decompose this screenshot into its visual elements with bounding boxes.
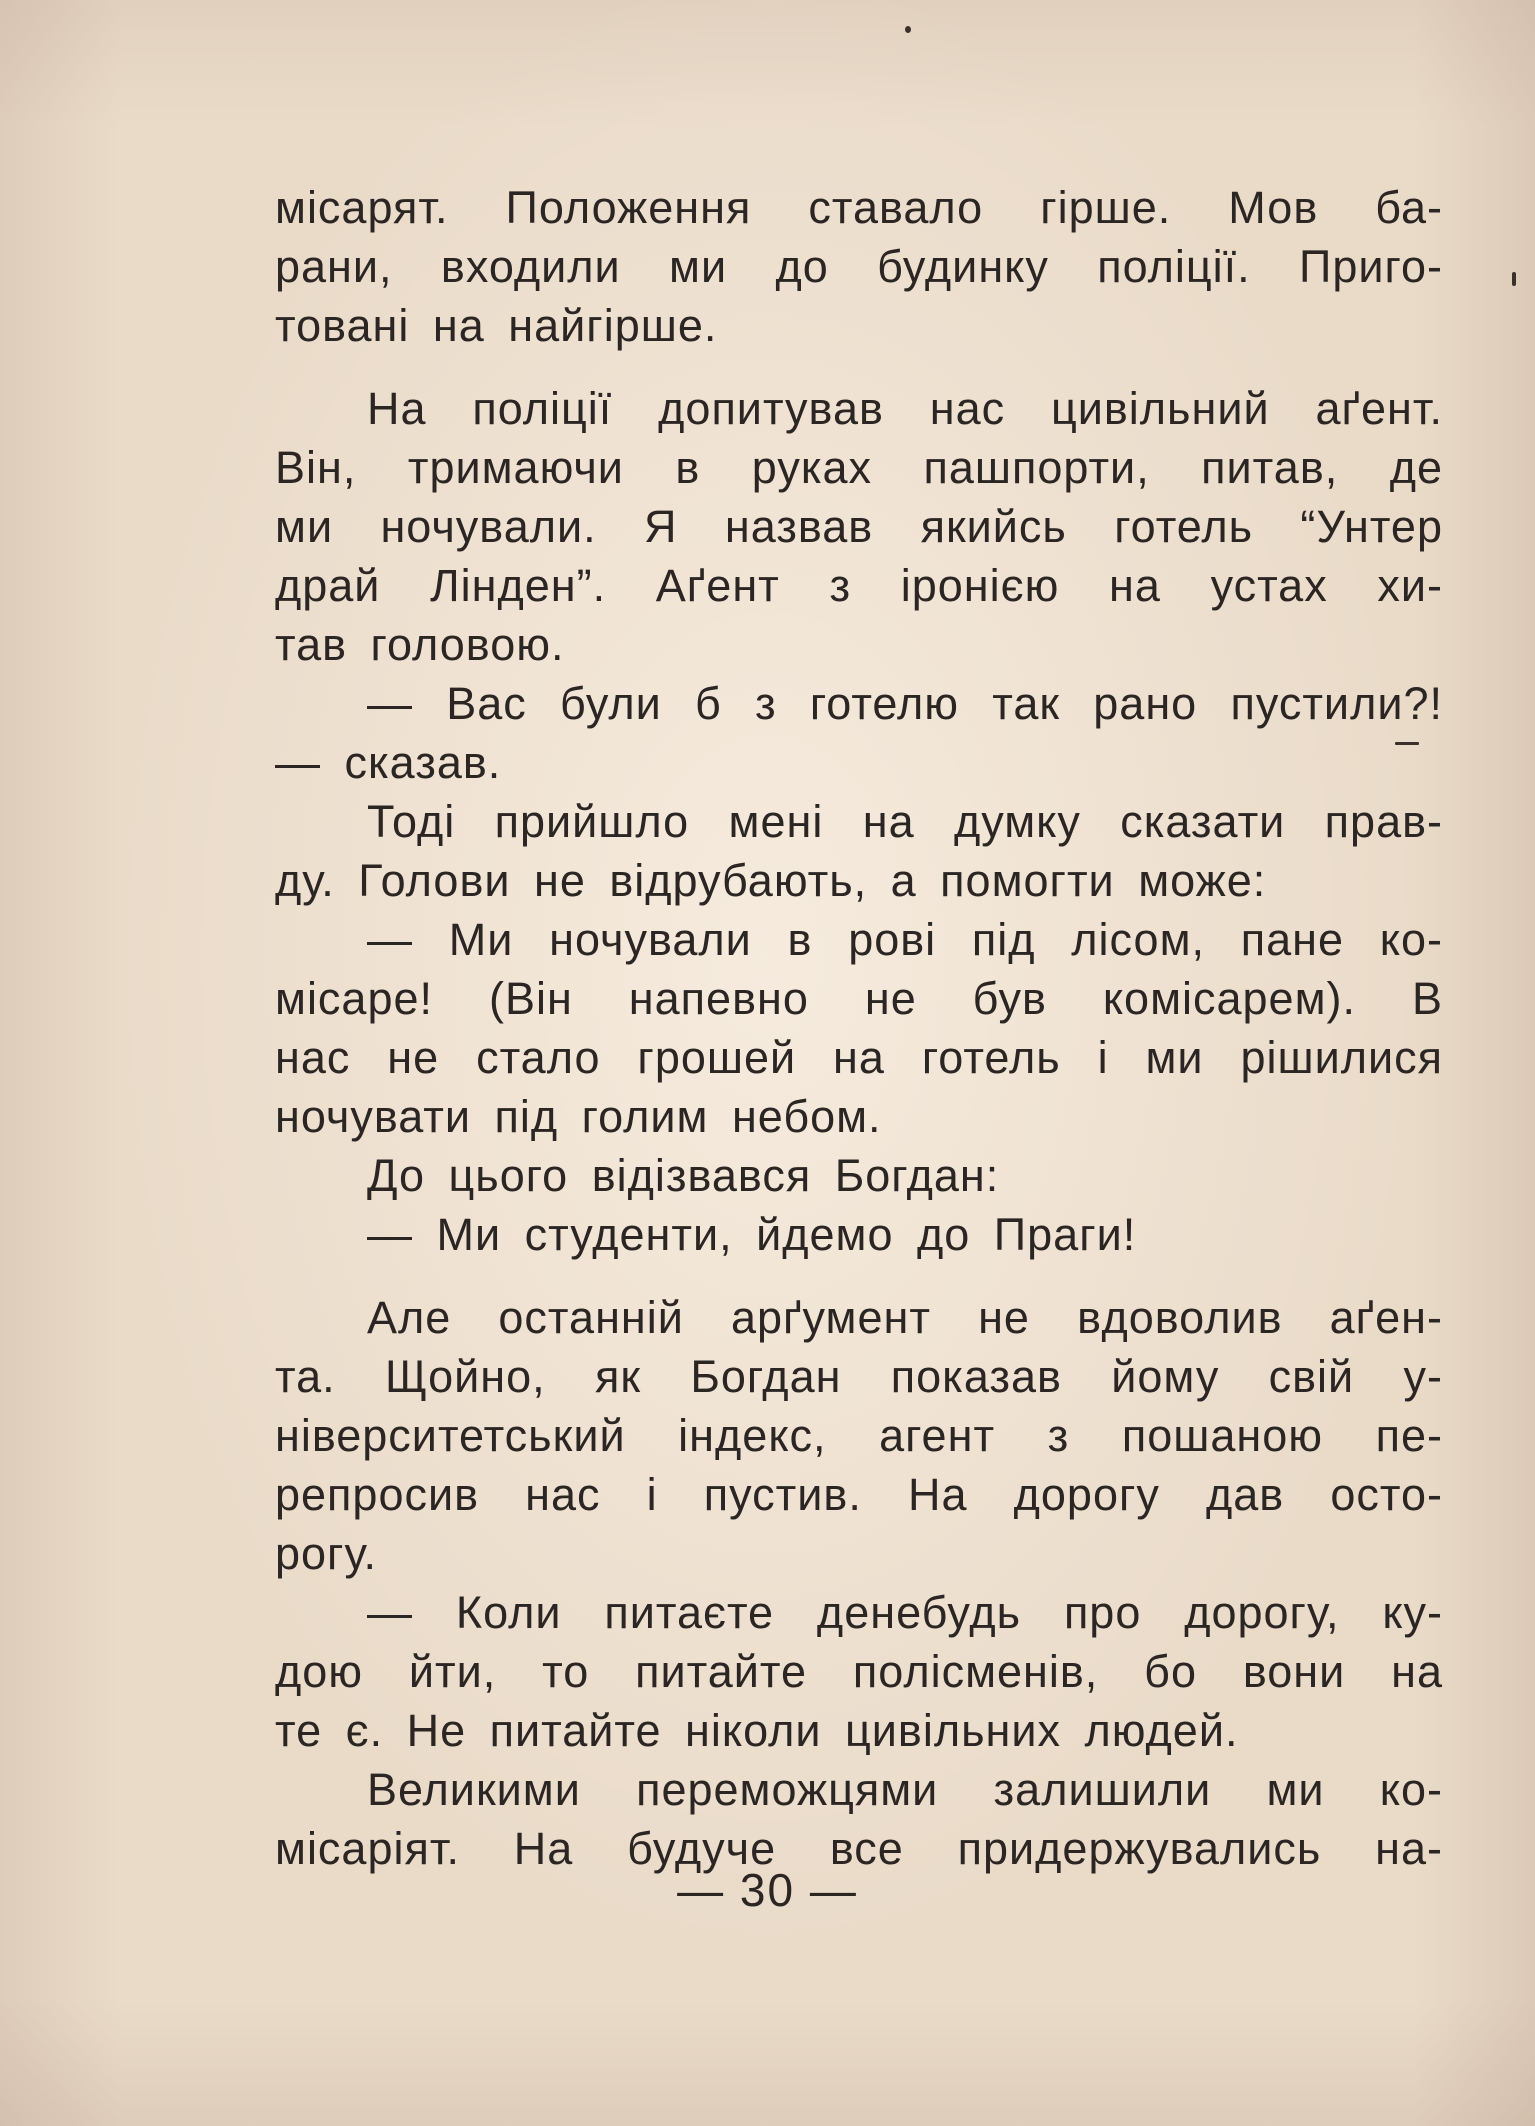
text-line: нас не стало грошей на готель і ми рішилися <box>275 1032 1443 1083</box>
text-line: драй Лінден”. Аґент з іронією на устах хи- <box>275 560 1443 611</box>
text-line: рани, входили ми до будинку поліції. Приго- <box>275 241 1443 292</box>
body-text <box>275 178 1443 1878</box>
paragraph <box>275 379 1443 674</box>
text-line: На поліції допитував нас цивільний аґент. <box>367 383 1443 434</box>
page-number: — 30 — <box>677 1864 858 1916</box>
text-line: Він, тримаючи в руках пашпорти, питав, де <box>275 442 1443 493</box>
text-line: тав головою. <box>275 619 565 670</box>
text-line: місаріят. На будуче все придержувались на- <box>275 1823 1443 1874</box>
text-line: До цього відізвався Богдан: <box>367 1150 1000 1201</box>
dialogue-paragraph <box>275 1583 1443 1760</box>
text-line: Тоді прийшло мені на думку сказати прав- <box>367 796 1443 847</box>
text-line: дою йти, то питайте полісменів, бо вони на <box>275 1646 1443 1697</box>
text-line: місаре! (Він напевно не був комісарем). В <box>275 973 1443 1024</box>
text-line: Але останній арґумент не вдоволив аґен- <box>367 1292 1443 1343</box>
text-line: Великими переможцями залишили ми ко- <box>367 1764 1443 1815</box>
ink-speck <box>1395 742 1419 745</box>
ink-speck <box>1512 272 1516 286</box>
text-line: — Коли питаєте денебудь про дорогу, ку- <box>367 1587 1443 1638</box>
text-line: — Ми студенти, йдемо до Праги! <box>367 1209 1137 1260</box>
text-line: ніверситетський індекс, агент з пошаною пе- <box>275 1410 1443 1461</box>
text-line: репросив нас і пустив. На дорогу дав осто- <box>275 1469 1443 1520</box>
paragraph <box>275 792 1443 910</box>
paragraph <box>275 178 1443 355</box>
text-line: та. Щойно, як Богдан показав йому свій у- <box>275 1351 1443 1402</box>
dialogue-paragraph <box>275 910 1443 1146</box>
text-line: ночувати під голим небом. <box>275 1091 882 1142</box>
text-line: місарят. Положення ставало гірше. Мов ба- <box>275 182 1443 233</box>
ink-speck <box>905 26 911 33</box>
text-line: — сказав. <box>275 737 502 788</box>
text-line: — Ми ночували в рові під лісом, пане ко- <box>367 914 1443 965</box>
paragraph <box>275 1288 1443 1583</box>
dialogue-paragraph <box>275 1205 1443 1264</box>
paragraph <box>275 1146 1443 1205</box>
text-line: ду. Голови не відрубають, а помогти може: <box>275 855 1267 906</box>
text-line: рогу. <box>275 1528 377 1579</box>
text-line: товані на найгірше. <box>275 300 718 351</box>
text-line: ми ночували. Я назвав якийсь готель “Унтер <box>275 501 1443 552</box>
text-line: те є. Не питайте ніколи цивільних людей. <box>275 1705 1239 1756</box>
dialogue-paragraph <box>275 674 1443 792</box>
text-line: — Вас були б з готелю так рано пустили?! <box>367 678 1443 729</box>
